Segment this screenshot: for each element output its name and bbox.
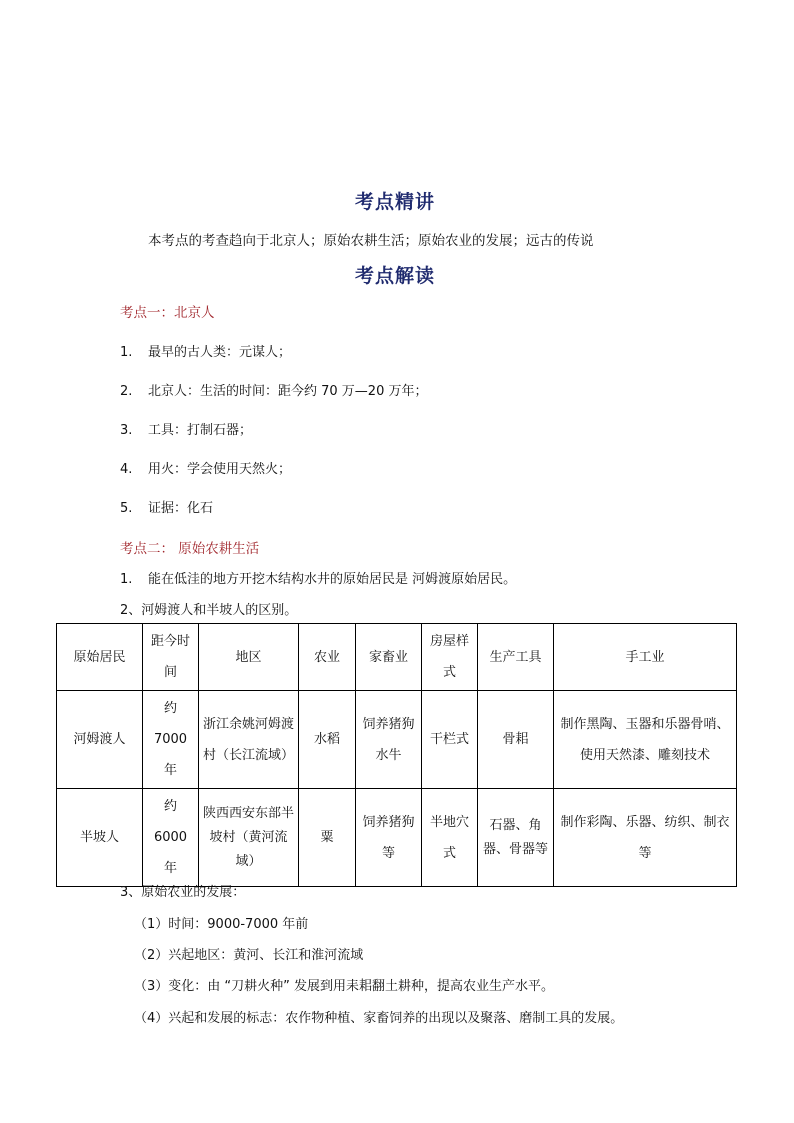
table-cell: 石器、角器、骨器等 bbox=[478, 789, 554, 887]
comparison-table bbox=[56, 623, 737, 887]
header-cell: 农业 bbox=[299, 624, 356, 691]
table-cell: 半地穴式 bbox=[422, 789, 478, 887]
item-text: 工具：打制石器； bbox=[148, 423, 253, 438]
section-1-title: 考点一：北京人 bbox=[120, 305, 215, 321]
sub-item: （3）变化：由 “刀耕火种” 发展到用耒耜翻土耕种，提高农业生产水平。 bbox=[134, 979, 555, 994]
list-item bbox=[120, 380, 427, 399]
table-cell: 半坡人 bbox=[57, 789, 143, 887]
table-cell: 干栏式 bbox=[422, 691, 478, 789]
table-cell: 饲养猪狗水牛 bbox=[356, 691, 422, 789]
item-text: 用火：学会使用天然火； bbox=[148, 462, 292, 477]
sub-item: （4）兴起和发展的标志：农作物种植、家畜饲养的出现以及聚落、磨制工具的发展。 bbox=[134, 1011, 624, 1026]
table-cell: 水稻 bbox=[299, 691, 356, 789]
intro-text: 本考点的考查趋向于北京人；原始农耕生活；原始农业的发展；远古的传说 bbox=[148, 233, 594, 249]
table-cell: 制作彩陶、乐器、纺织、制衣等 bbox=[554, 789, 737, 887]
item-number: 3. bbox=[120, 423, 133, 438]
list-item bbox=[120, 419, 252, 438]
table-header-row bbox=[57, 624, 737, 691]
table-cell: 陕西西安东部半坡村（黄河流域） bbox=[199, 789, 299, 887]
list-item bbox=[120, 497, 213, 516]
table-row bbox=[57, 789, 737, 887]
list-item: 2、河姆渡人和半坡人的区别。 bbox=[120, 603, 298, 618]
header-cell: 生产工具 bbox=[478, 624, 554, 691]
sub-item: （1）时间：9000-7000 年前 bbox=[134, 917, 309, 932]
header-cell: 原始居民 bbox=[57, 624, 143, 691]
table-cell: 浙江余姚河姆渡村（长江流域） bbox=[199, 691, 299, 789]
list-item bbox=[120, 341, 291, 360]
heading-kaodian-jiedu: 考点解读 bbox=[355, 265, 436, 287]
header-cell: 家畜业 bbox=[356, 624, 422, 691]
table-row bbox=[57, 691, 737, 789]
item-number: 5. bbox=[120, 501, 133, 516]
item-number: 2. bbox=[120, 384, 133, 399]
list-item bbox=[120, 568, 516, 587]
list-item bbox=[120, 458, 291, 477]
header-cell: 房屋样式 bbox=[422, 624, 478, 691]
header-cell: 手工业 bbox=[554, 624, 737, 691]
table-cell: 饲养猪狗等 bbox=[356, 789, 422, 887]
header-cell: 距今时间 bbox=[143, 624, 199, 691]
item-number: 1. bbox=[120, 572, 133, 587]
item-text: 能在低洼的地方开挖木结构水井的原始居民是 河姆渡原始居民。 bbox=[148, 572, 517, 587]
list-item: 3、原始农业的发展： bbox=[120, 885, 246, 900]
table-cell: 制作黑陶、玉器和乐器骨哨、使用天然漆、雕刻技术 bbox=[554, 691, 737, 789]
table-cell: 约 7000 年 bbox=[143, 691, 199, 789]
item-text: 证据：化石 bbox=[148, 501, 214, 516]
item-number: 1. bbox=[120, 345, 133, 360]
heading-kaodian-jingjiang: 考点精讲 bbox=[355, 191, 436, 213]
table-cell: 粟 bbox=[299, 789, 356, 887]
item-text: 最早的古人类：元谋人； bbox=[148, 345, 292, 360]
table-cell: 骨耜 bbox=[478, 691, 554, 789]
table-cell: 约 6000 年 bbox=[143, 789, 199, 887]
item-number: 4. bbox=[120, 462, 133, 477]
item-text: 北京人：生活的时间：距今约 70 万—20 万年； bbox=[148, 384, 428, 399]
header-cell: 地区 bbox=[199, 624, 299, 691]
sub-item: （2）兴起地区：黄河、长江和淮河流域 bbox=[134, 948, 364, 963]
table-cell: 河姆渡人 bbox=[57, 691, 143, 789]
section-2-title: 考点二： 原始农耕生活 bbox=[120, 541, 260, 557]
